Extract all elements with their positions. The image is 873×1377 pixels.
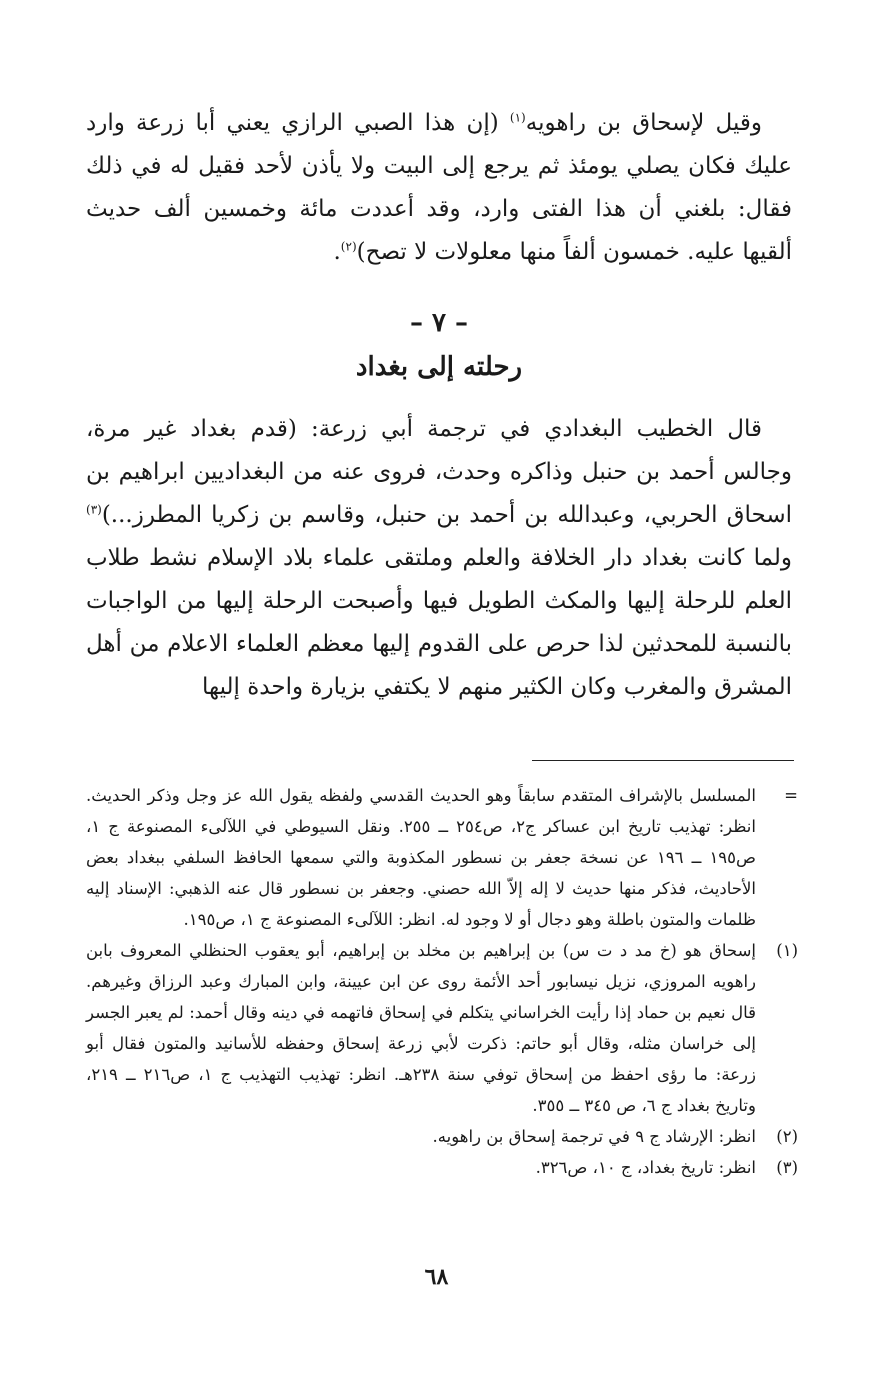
footnote-continued: [86, 780, 798, 935]
footnote-mark: (١): [776, 941, 798, 960]
paragraph-1-text-b: (إن هذا الصبي الرازي يعني أبا زرعة وارد عليك فكان يصلي يومئذ ثم يرجع إلى البيت ولا يأذن لأحد فقيل له في ذلك فقال: بلغني أن هذا الفتى وارد، وقد أعددت مائة وخمسين ألف حديث ألقيها عليه. خمسون ألفاً منها معلولات لا تصح): [86, 110, 792, 265]
paragraph-text: [86, 102, 792, 274]
footnote-text: إسحاق هو (خ مد د ت س) بن إبراهيم بن مخلد بن إبراهيم، أبو يعقوب الحنظلي المعروف بابن راهويه المروزي، نزيل نيسابور أحد الأئمة روى عن ابن عيينة، وابن المبارك وعبد الرزاق وغيرهم. قال نعيم بن حماد إذا رأيت الخراساني يتكلم في إسحاق فاتهمه في دينه وقال أحمد: لم يعبر الجسر إلى خراسان مثله، وقال أبو حاتم: ذكرت لأبي زرعة إسحاق وحفظه للأسانيد والمتون فقال أبو زرعة: ما رؤى احفظ من إسحاق توفي سنة ٢٣٨هـ. انظر: تهذيب التهذيب ج ١، ص٢١٦ ــ ٢١٩، وتاريخ بغداد ج ٦، ص ٣٤٥ ــ ٣٥٥.: [86, 941, 756, 1115]
paragraph-text: [86, 408, 792, 709]
body-paragraph-1: [86, 102, 792, 274]
footnote-1: [86, 935, 798, 1121]
footnote-mark: (٢): [776, 1127, 798, 1146]
footnote-text: المسلسل بالإشراف المتقدم سابقاً وهو الحديث القدسي ولفظه يقول الله عز وجل وذكر الحديث. انظر: تهذيب تاريخ ابن عساكر ج٢، ص٢٥٤ ــ ٢٥٥. ونقل السيوطي في اللآلىء المصنوعة ج ١، ص١٩٥ ــ ١٩٦ عن نسخة جعفر بن نسطور المكذوبة والتي سمعها الحافظ السلفي ببغداد بعض الأحاديث، فذكر منها حديث لا إله إلاّ الله حصني. وجعفر بن نسطور قال عنه الذهبي: الإسناد إليه ظلمات والمتون باطلة وهو دجال أو لا وجود له. انظر: اللآلىء المصنوعة ج ١، ص١٩٥.: [86, 786, 756, 929]
footnote-text: انظر: الإرشاد ج ٩ في ترجمة إسحاق بن راهويه.: [432, 1127, 756, 1146]
paragraph-1-text-a: وقيل لإسحاق بن راهويه: [525, 110, 762, 136]
footnote-mark: (٣): [776, 1158, 798, 1177]
footnotes: [86, 780, 798, 1183]
footnote-ref-1[interactable]: (١): [509, 110, 526, 125]
chapter-title: رحلته إلى بغداد: [355, 352, 523, 382]
paragraph-1-text-c: .: [333, 239, 341, 265]
footnote-3: [86, 1152, 798, 1183]
footnote-ref-2[interactable]: (٢): [340, 239, 357, 254]
footnote-mark: =: [784, 786, 798, 805]
chapter-number: – ٧ –: [409, 308, 469, 338]
page-number: ٦٨: [424, 1264, 449, 1290]
footnote-separator: [532, 760, 794, 761]
footnote-ref-3[interactable]: (٣): [86, 502, 102, 517]
body-paragraph-2: [86, 408, 792, 709]
footnote-2: [86, 1121, 798, 1152]
paragraph-2-text-b: ولما كانت بغداد دار الخلافة والعلم وملتقى علماء بلاد الإسلام نشط طلاب العلم للرحلة إليها والمكث الطويل فيها وأصبحت الرحلة إليها من الواجبات بالنسبة للمحدثين لذا حرص على القدوم إليها معظم العلماء الاعلام من أهل المشرق والمغرب وكان الكثير منهم لا يكتفي بزيارة واحدة إليها: [86, 545, 792, 700]
footnote-text: انظر: تاريخ بغداد، ج ١٠، ص٣٢٦.: [535, 1158, 756, 1177]
paragraph-2-text-a: قال الخطيب البغدادي في ترجمة أبي زرعة: (قدم بغداد غير مرة، وجالس أحمد بن حنبل وذاكره وحدث، فروى عنه من البغداديين ابراهيم بن اسحاق الحربي، وعبدالله بن أحمد بن حنبل، وقاسم بن زكريا المطرز...): [86, 416, 792, 528]
